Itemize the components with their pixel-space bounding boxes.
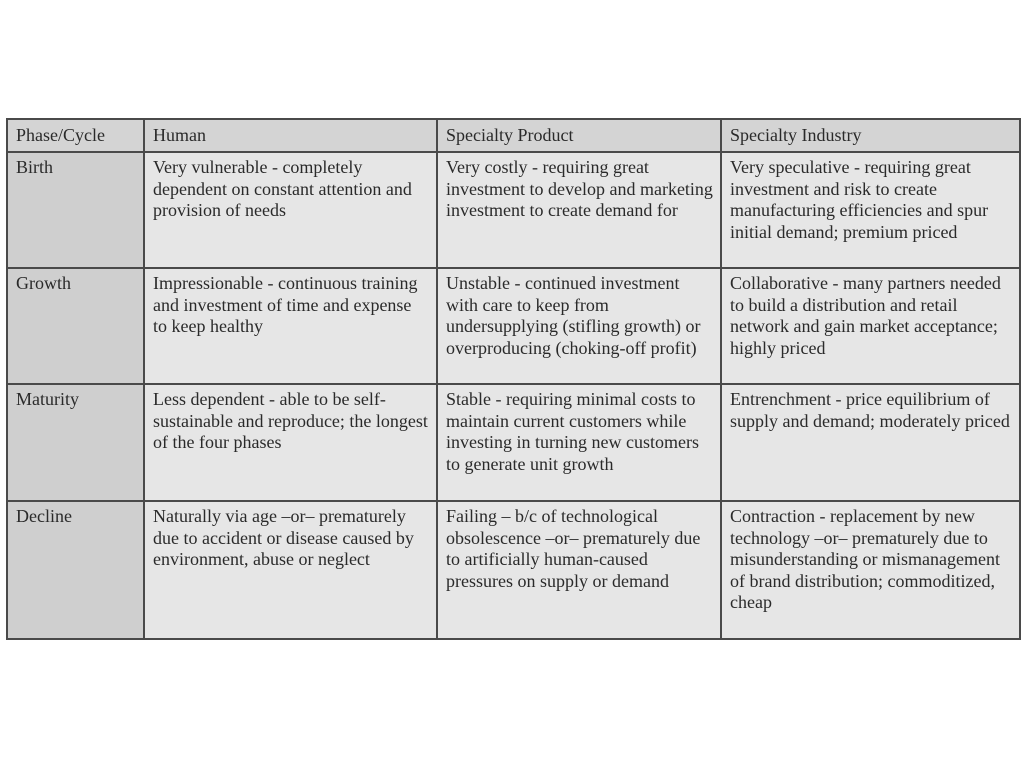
cell-text: Entrenchment - price equilibrium of supply and demand; moderately priced — [730, 389, 1010, 431]
product-cell — [437, 384, 721, 501]
header-specialty-industry — [721, 119, 1020, 152]
cell-text: Stable - requiring minimal costs to maintain current customers while investing in turning new customers to generate unit growth — [446, 389, 699, 474]
header-label: Phase/Cycle — [16, 125, 105, 145]
human-cell — [144, 384, 437, 501]
industry-cell — [721, 268, 1020, 384]
cell-text: Collaborative - many partners needed to build a distribution and retail network and gain market acceptance; highly priced — [730, 273, 1001, 358]
header-row — [7, 119, 1020, 152]
table-body — [7, 152, 1020, 639]
product-cell — [437, 152, 721, 268]
phase-label: Growth — [16, 273, 71, 293]
industry-cell — [721, 501, 1020, 639]
cell-text: Less dependent - able to be self-sustainable and reproduce; the longest of the four phases — [153, 389, 428, 452]
product-cell — [437, 501, 721, 639]
industry-cell — [721, 152, 1020, 268]
header-specialty-product — [437, 119, 721, 152]
industry-cell — [721, 384, 1020, 501]
phase-label: Maturity — [16, 389, 79, 409]
product-cell — [437, 268, 721, 384]
cell-text: Very vulnerable - completely dependent on constant attention and provision of needs — [153, 157, 412, 220]
cell-text: Failing – b/c of technological obsolescence –or– prematurely due to artificially human-caused pressures on supply or demand — [446, 506, 701, 591]
cell-text: Impressionable - continuous training and investment of time and expense to keep healthy — [153, 273, 418, 336]
header-human — [144, 119, 437, 152]
cell-text: Very costly - requiring great investment to develop and marketing investment to create demand for — [446, 157, 713, 220]
phase-cell — [7, 152, 144, 268]
cell-text: Naturally via age –or– prematurely due to accident or disease caused by environment, abuse or neglect — [153, 506, 414, 569]
table-row-decline — [7, 501, 1020, 639]
phase-cell — [7, 501, 144, 639]
phase-label: Decline — [16, 506, 72, 526]
phase-cell — [7, 384, 144, 501]
header-label: Specialty Industry — [730, 125, 862, 145]
human-cell — [144, 501, 437, 639]
cell-text: Very speculative - requiring great investment and risk to create manufacturing efficiencies and spur initial demand; premium priced — [730, 157, 989, 242]
table-row-birth — [7, 152, 1020, 268]
header-phase-cycle — [7, 119, 144, 152]
header-label: Specialty Product — [446, 125, 574, 145]
phase-label: Birth — [16, 157, 54, 177]
table-header — [7, 119, 1020, 152]
cell-text: Contraction - replacement by new technology –or– prematurely due to misunderstanding or mismanagement of brand distribution; commoditized, cheap — [730, 506, 1000, 612]
cell-text: Unstable - continued investment with care to keep from undersupplying (stifling growth) or overproducing (choking-off profit) — [446, 273, 701, 358]
header-label: Human — [153, 125, 206, 145]
table-row-maturity — [7, 384, 1020, 501]
lifecycle-comparison-table — [6, 118, 1021, 640]
human-cell — [144, 152, 437, 268]
human-cell — [144, 268, 437, 384]
table-row-growth — [7, 268, 1020, 384]
phase-cell — [7, 268, 144, 384]
